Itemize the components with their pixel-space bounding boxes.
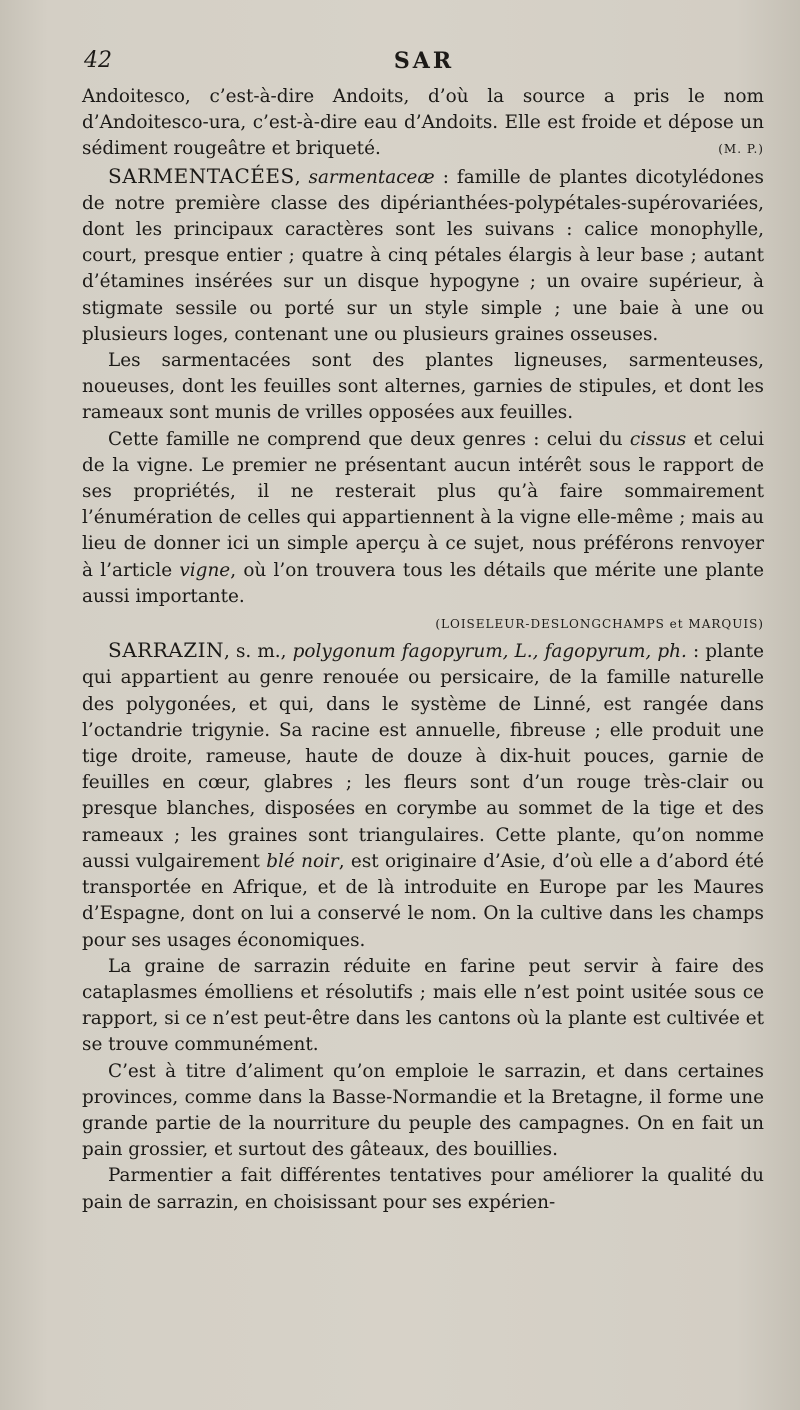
author-signature: (LOISELEUR-DESLONGCHAMPS et MARQUIS) <box>435 617 764 632</box>
text-segment: et celui de la vigne. Le premier ne présentant aucun intérêt sous le rapport de ses propriétés, il ne resterait plus qu’à faire sommairement l’énumération de celles qui appartiennent à la vigne elle-même ; mais au lieu de donner ici un simple aperçu à ce sujet, nous préférons renvoyer à l’article <box>82 428 764 581</box>
page-header <box>84 48 764 84</box>
paragraph: La graine de sarrazin réduite en farine peut servir à faire des cataplasmes émolliens et résolutifs ; mais elle n’est point usitée sous ce rapport, si ce n’est peut-être dans les cantons où la plante est cultivée et se trouve communément. <box>82 955 764 1056</box>
text-segment: Cette famille ne comprend que deux genres : celui du <box>108 428 623 450</box>
author-signature-line <box>82 610 764 637</box>
paragraph <box>82 84 764 163</box>
latin-name: polygonum fagopyrum, L., fagopyrum, ph. <box>292 641 687 663</box>
entry-heading: SARRAZIN <box>108 638 225 663</box>
entry-sarmentacees: SARMENTACÉES, sarmentaceæ : famille de plantes dicotylédones de notre première classe des dipérianthées-polypétales-supérovariées, dont les principaux caractères sont les suivans : calice monophylle, court, presque entier ; quatre à cinq pétales élargis à leur base ; autant d’étamines insérées sur un disque hypogyne ; un ovaire supérieur, à stigmate sessile ou porté sur un style simple ; une baie à une ou plusieurs loges, contenant une ou plusieurs graines osseuses. <box>82 163 764 345</box>
entry-text: : plante qui appartient au genre renouée ou persicaire, de la famille naturelle des polygonées, et qui, dans le système de Linné, est rangée dans l’octandrie trigynie. Sa racine est annuelle, fibreuse ; elle produit une tige droite, rameuse, haute de douze à dix-huit pouces, garnie de feuilles en cœur, glabres ; les fleurs sont d’un rouge très-clair ou presque blanches, disposées en corymbe au sommet de la tige et des rameaux ; les graines sont triangulaires. Cette plante, qu’on nomme aussi vulgairement <box>82 641 764 872</box>
latin-name: sarmentaceæ <box>308 166 435 188</box>
paragraph: Les sarmentacées sont des plantes ligneuses, sarmenteuses, noueuses, dont les feuilles sont alternes, garnies de stipules, et dont les rameaux sont munis de vrilles opposées aux feuilles. <box>82 350 764 424</box>
latin-name: cissus <box>629 428 687 450</box>
text-segment: , où l’on trouvera tous les détails que mérite une plante aussi importante. <box>82 559 764 607</box>
entry-sarrazin <box>82 637 764 953</box>
common-name: blé noir <box>266 850 339 872</box>
andoitesco-text: Andoitesco, c’est-à-dire Andoits, d’où la source a pris le nom d’Andoitesco-ura, c’est-à-dire eau d’Andoits. Elle est froide et dépose un sédiment rougeâtre et briqueté. <box>82 86 764 160</box>
page-text <box>82 84 764 1216</box>
running-head: SAR <box>393 48 455 74</box>
paragraph: C’est à titre d’aliment qu’on emploie le sarrazin, et dans certaines provinces, comme dans la Basse-Normandie et la Bretagne, il forme une grande partie de la nourriture du peuple des campagnes. On en fait un pain grossier, et surtout des gâteaux, des bouillies. <box>82 1060 764 1161</box>
paragraph: Parmentier a fait différentes tentatives pour améliorer la qualité du pain de sarrazin, en choisissant pour ses expérien- <box>82 1165 764 1213</box>
cross-reference: vigne <box>179 559 231 581</box>
paragraph <box>82 427 764 610</box>
text-segment: , s. m., <box>224 641 287 663</box>
page-number: 42 <box>84 48 112 73</box>
author-signature: (M. P.) <box>718 142 764 157</box>
entry-heading: SARMENTACÉES <box>108 163 295 188</box>
text-segment: , est originaire d’Asie, d’où elle a d’abord été transportée en Afrique, et de là introduite en Europe par les Maures d’Espagne, dont on lui a conservé le nom. On la cultive dans les champs pour ses usages économiques. <box>82 850 764 951</box>
entry-text: : famille de plantes dicotylédones de notre première classe des dipérianthées-polypétales-supérovariées, dont les principaux caractères sont les suivans : calice monophylle, court, presque entier ; quatre à cinq pétales élargis à leur base ; autant d’étamines insérées sur un disque hypogyne ; un ovaire supérieur, à stigmate sessile ou porté sur un style simple ; une baie à une ou plusieurs loges, contenant une ou plusieurs graines osseuses. <box>82 166 764 345</box>
